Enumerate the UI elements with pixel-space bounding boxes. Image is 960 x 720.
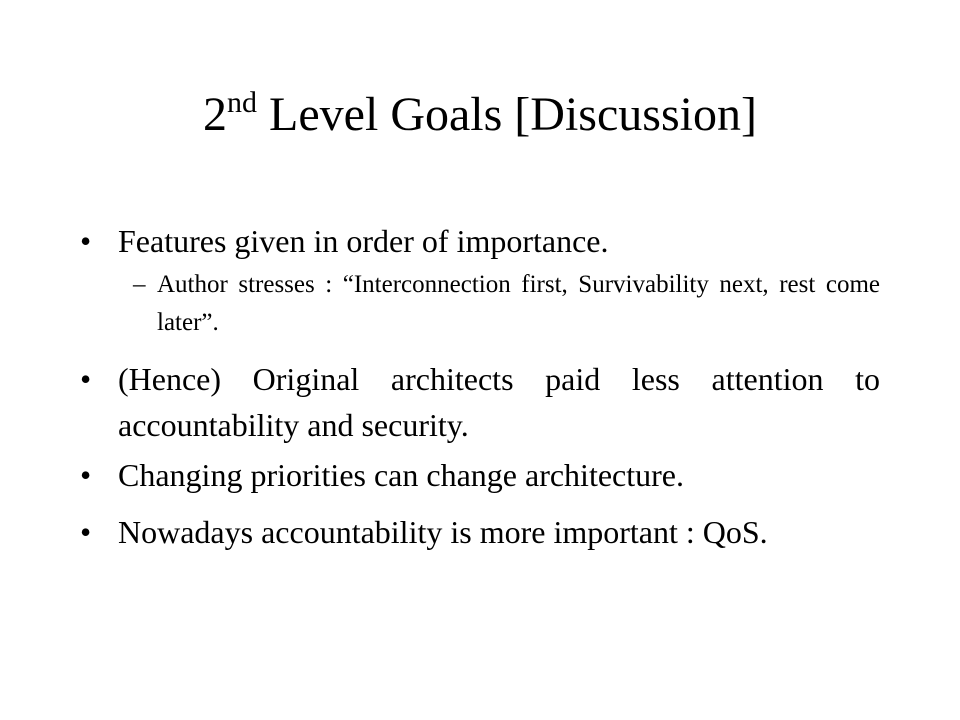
slide-title (0, 86, 960, 144)
title-text: Level Goals [Discussion] (257, 88, 757, 141)
bullet-text: Changing priorities can change architecture. (118, 457, 684, 493)
bullet-item (80, 509, 880, 555)
bullet-marker: • (80, 514, 92, 550)
bullet-marker: • (80, 361, 92, 397)
bullet-text: Features given in order of importance. (118, 223, 609, 259)
bullet-item (80, 218, 880, 264)
sub-bullet-marker: – (133, 271, 146, 298)
title-number: 2 (203, 88, 228, 141)
bullet-marker: • (80, 457, 92, 493)
sub-bullet-text: Author stresses : “Interconnection first, Survivability next, rest come later”. (157, 271, 880, 336)
bullet-text: (Hence) Original architects paid less attention to accountability and security. (118, 361, 880, 443)
bullet-item (80, 356, 880, 448)
bullet-item (80, 452, 880, 498)
bullet-text: Nowadays accountability is more important : QoS. (118, 514, 768, 550)
sub-bullet-item (133, 266, 880, 342)
title-superscript: nd (227, 86, 258, 119)
bullet-marker: • (80, 223, 92, 259)
